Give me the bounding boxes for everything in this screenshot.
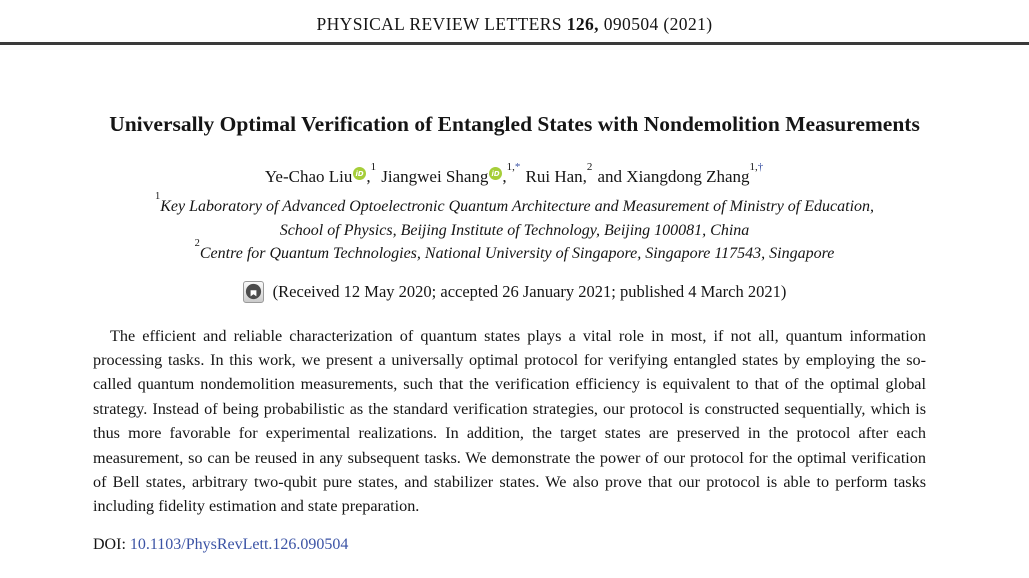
author-1-separator: ,: [366, 167, 371, 186]
journal-header: [0, 0, 1029, 35]
author-4-name: Xiangdong Zhang: [626, 167, 750, 186]
journal-issue: 090504 (2021): [603, 14, 713, 34]
author-4-affiliation-mark: 1,: [749, 160, 758, 173]
author-1-name: Ye-Chao Liu: [264, 167, 353, 186]
affiliation-1-mark: 1: [154, 191, 161, 203]
author-2-affiliation-mark: 1,: [506, 160, 515, 173]
svg-text:iD: iD: [355, 169, 364, 178]
journal-name: PHYSICAL REVIEW LETTERS: [316, 14, 562, 34]
affiliation-block: [0, 191, 1029, 266]
dates-line: [0, 281, 1029, 303]
author-2-name: Jiangwei Shang: [381, 167, 489, 186]
affiliation-1-line-2: School of Physics, Beijing Institute of Technology, Beijing 100081, China: [279, 221, 750, 239]
author-2: [381, 160, 521, 186]
affiliation-1-line-1: $^1$Key Laboratory of Advanced Optoelectronic Quantum Architecture and Measurement of Ministry of Education,: [154, 191, 875, 215]
orcid-id-icon[interactable]: [353, 163, 366, 176]
doi-link[interactable]: 10.1103/PhysRevLett.126.090504: [129, 535, 349, 553]
author-2-separator: ,: [502, 167, 507, 186]
doi-label: DOI:: [93, 535, 126, 553]
abstract-text: The efficient and reliable characterization of quantum states plays a vital role in most, if not all, quantum information processing tasks. In this work, we present a universally optimal protocol for verifying entangled states by employing the so-called quantum nondemolition measurements, such that the verification efficiency is equivalent to that of the optimal global strategy. Instead of being probabilistic as the standard verification strategies, our protocol is constructed sequentially, which is thus more favorable for experimental realizations. In addition, the target states are preserved in the protocol after each measurement, so can be reused in any subsequent tasks. We demonstrate the power of our protocol for the optimal verification of Bell states, arbitrary two-qubit pure states, and stabilizer states. We also prove that our protocol is able to perform tasks including fidelity estimation and state preparation.: [93, 326, 926, 516]
paper-title: Universally Optimal Verification of Entangled States with Nondemolition Measurements: [109, 112, 920, 136]
author-3: [525, 160, 593, 186]
author-1: [264, 160, 377, 186]
orcid-id-icon[interactable]: [489, 163, 502, 176]
author-3-name: Rui Han: [525, 167, 583, 186]
svg-text:iD: iD: [491, 169, 500, 178]
author-1-affiliation-mark: 1: [370, 160, 377, 173]
affiliation-2-line-1: $^2$Centre for Quantum Technologies, National University of Singapore, Singapore 117543, Singapore: [194, 238, 835, 262]
affiliation-2-mark: 2: [194, 238, 200, 250]
crossmark-check-for-updates-icon[interactable]: [243, 281, 264, 303]
received-accepted-published-text: (Received 12 May 2020; accepted 26 January 2021; published 4 March 2021): [272, 281, 787, 301]
author-4: [597, 160, 764, 186]
author-line: [0, 160, 1029, 189]
header-rule: [0, 42, 1029, 45]
author-4-prefix: and: [597, 167, 627, 186]
author-2-footnote-mark[interactable]: *: [514, 160, 521, 173]
journal-volume: 126,: [566, 14, 599, 34]
author-3-separator: ,: [582, 167, 587, 186]
author-3-affiliation-mark: 2: [586, 160, 593, 173]
author-4-footnote-mark[interactable]: †: [757, 160, 764, 173]
doi-line: [93, 536, 1029, 554]
